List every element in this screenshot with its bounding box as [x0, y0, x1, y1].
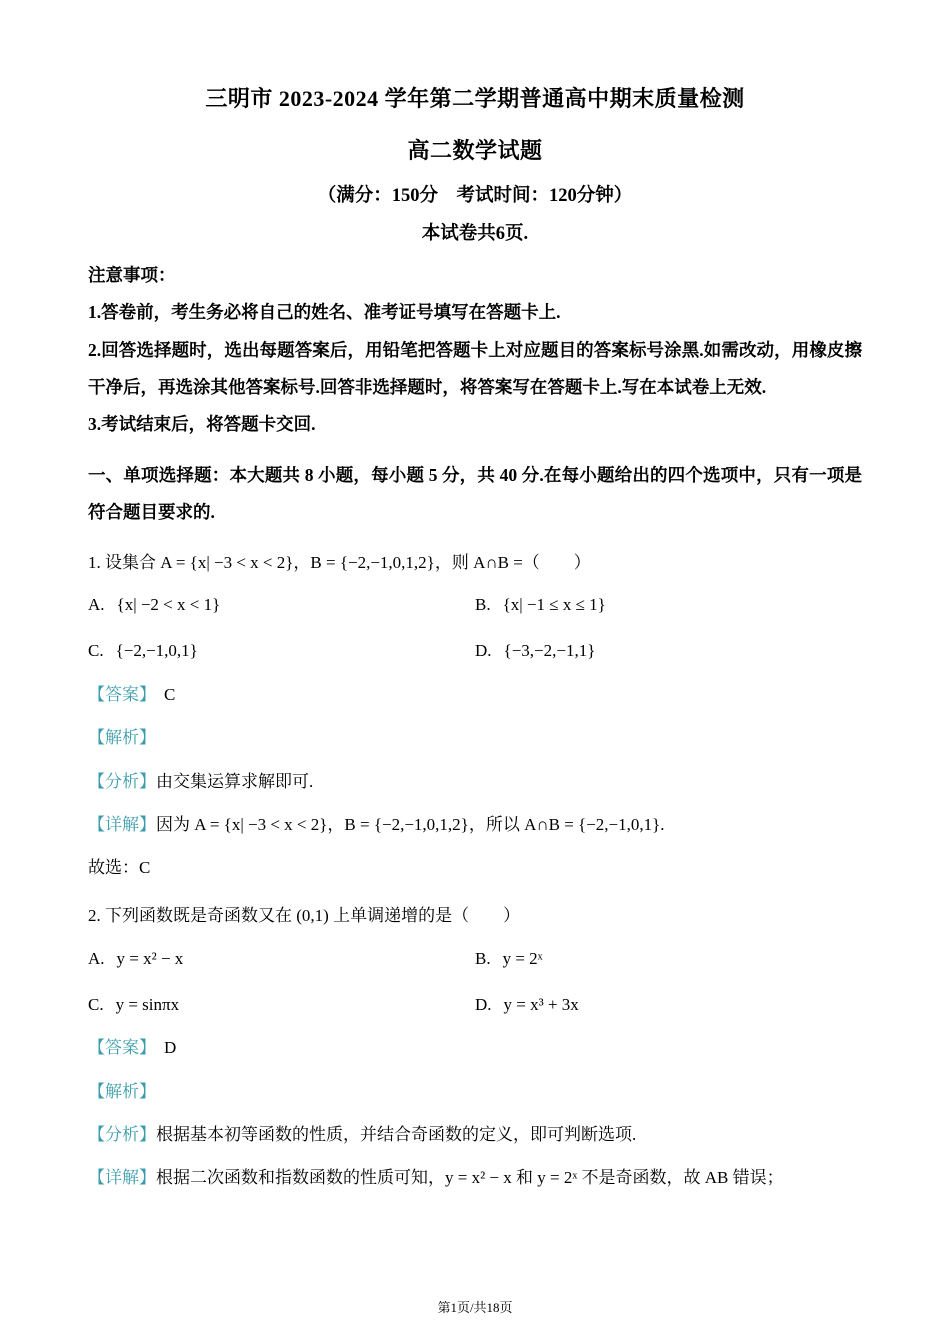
question-1-option-b — [475, 593, 862, 617]
analysis-tag: 【分析】 — [88, 771, 156, 791]
option-c-label: C. — [88, 994, 104, 1014]
question-2-detail-line — [88, 1162, 862, 1194]
question-1-answer-value: C — [164, 684, 176, 704]
option-b-text: {x| −1 ≤ x ≤ 1} — [502, 595, 606, 615]
question-1-option-d — [475, 639, 862, 663]
document-header — [88, 84, 862, 245]
section-one-heading: 一、单项选择题：本大题共 8 小题，每小题 5 分，共 40 分.在每小题给出的四个选项中，只有一项是符合题目要求的. — [88, 464, 862, 522]
option-a-text: {x| −2 < x < 1} — [116, 595, 221, 615]
notices-heading: 注意事项： — [88, 265, 176, 286]
option-d-text: {−3,−2,−1,1} — [503, 641, 596, 661]
question-2-option-a — [88, 947, 475, 971]
question-1-option-c — [88, 639, 475, 663]
page-indicator: 第1页/共18页 — [437, 1300, 513, 1315]
question-2-option-c — [88, 993, 475, 1017]
exam-title: 三明市 2023-2024 学年第二学期普通高中期末质量检测 — [205, 86, 745, 111]
option-a-label: A. — [88, 595, 105, 615]
question-2-options — [88, 947, 862, 1017]
option-c-text: y = sinπx — [115, 994, 180, 1014]
question-2-option-d — [475, 993, 862, 1017]
question-2-stem: 2. 下列函数既是奇函数又在 (0,1) 上单调递增的是（ ） — [88, 906, 521, 926]
question-2-answer-line — [88, 1032, 862, 1064]
option-a-text: y = x² − x — [116, 948, 184, 968]
option-d-text: y = x³ + 3x — [503, 994, 579, 1014]
question-1-answer-line — [88, 679, 862, 711]
question-2-detail-text: 根据二次函数和指数函数的性质可知，y = x² − x 和 y = 2ˣ 不是奇函数，故 AB 错误； — [156, 1168, 784, 1188]
answer-tag: 【答案】 — [88, 684, 156, 704]
question-1-option-a — [88, 593, 475, 617]
exam-notices — [88, 257, 862, 442]
question-2-answer-value: D — [164, 1038, 177, 1058]
exam-subtitle: 高二数学试题 — [407, 137, 543, 163]
notice-item-3: 3.考试结束后，将答题卡交回. — [88, 413, 316, 434]
question-1-detail-line — [88, 809, 862, 841]
detail-tag: 【详解】 — [88, 814, 156, 834]
option-c-text: {−2,−1,0,1} — [115, 641, 198, 661]
question-2-analysis-line — [88, 1119, 862, 1151]
question-1-options — [88, 593, 862, 663]
question-2-analysis-text: 根据基本初等函数的性质，并结合奇函数的定义，即可判断选项. — [156, 1124, 637, 1144]
score-time-line: （满分：150分 考试时间：120分钟） — [317, 186, 633, 207]
option-a-label: A. — [88, 948, 105, 968]
notice-item-2: 2.回答选择题时，选出每题答案后，用铅笔把答题卡上对应题目的答案标号涂黑.如需改动，用橡皮擦干净后，再选涂其他答案标号.回答非选择题时，将答案写在答题卡上.写在本试卷上无效. — [88, 339, 862, 397]
analysis-tag: 【分析】 — [88, 1124, 156, 1144]
option-d-label: D. — [475, 641, 492, 661]
question-2-explain-line — [88, 1076, 862, 1108]
option-b-text: y = 2ˣ — [502, 948, 543, 968]
question-2 — [88, 900, 862, 1194]
question-2-option-b — [475, 947, 862, 971]
explain-tag: 【解析】 — [88, 728, 156, 748]
option-b-label: B. — [475, 595, 491, 615]
pages-note: 本试卷共6页. — [421, 224, 529, 245]
question-1-analysis-text: 由交集运算求解即可. — [156, 771, 314, 791]
question-1-conclusion: 故选：C — [88, 858, 151, 878]
answer-tag: 【答案】 — [88, 1038, 156, 1058]
question-1 — [88, 547, 862, 884]
question-1-explain-line — [88, 722, 862, 754]
option-b-label: B. — [475, 948, 491, 968]
question-1-detail-text: 因为 A = {x| −3 < x < 2}，B = {−2,−1,0,1,2}，所以 A∩B = {−2,−1,0,1}. — [156, 814, 665, 834]
question-1-analysis-line — [88, 766, 862, 798]
page-footer — [0, 1297, 950, 1316]
notice-item-1: 1.答卷前，考生务必将自己的姓名、准考证号填写在答题卡上. — [88, 302, 561, 323]
explain-tag: 【解析】 — [88, 1081, 156, 1101]
question-1-stem: 1. 设集合 A = {x| −3 < x < 2}，B = {−2,−1,0,1,2}，则 A∩B =（ ） — [88, 553, 591, 573]
detail-tag: 【详解】 — [88, 1168, 156, 1188]
option-d-label: D. — [475, 994, 492, 1014]
option-c-label: C. — [88, 641, 104, 661]
